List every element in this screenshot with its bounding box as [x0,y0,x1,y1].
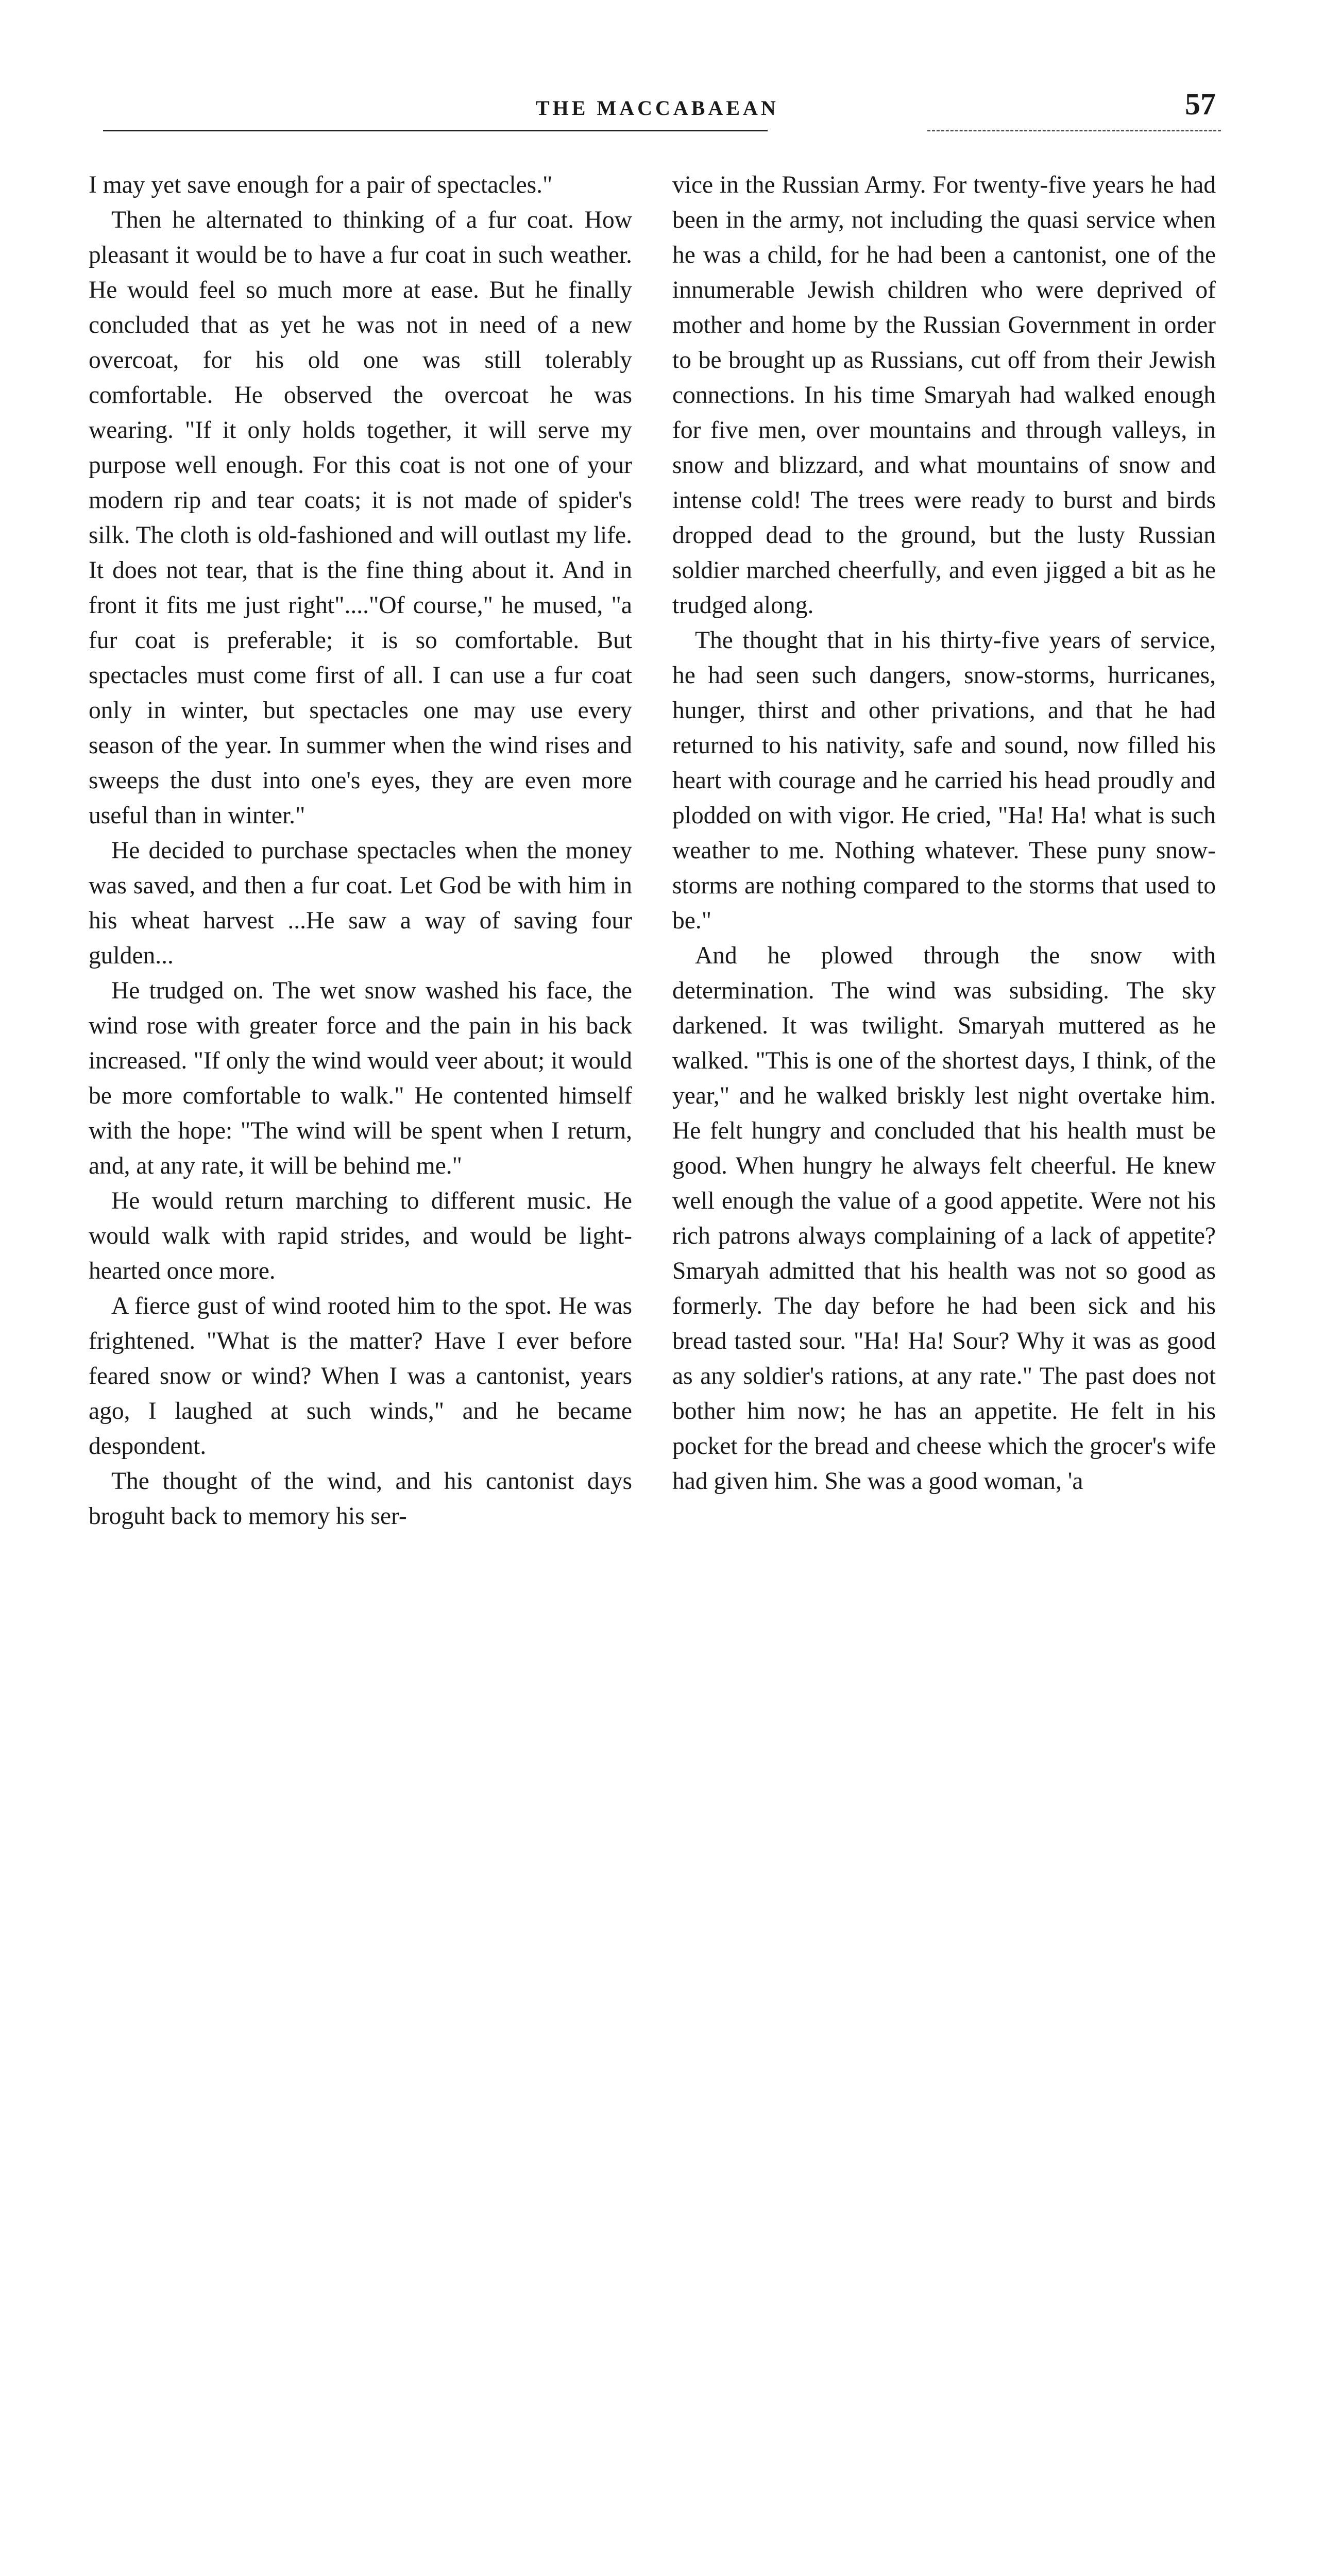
page-footer [0,1958,1324,2061]
paragraph: He trudged on. The wet snow washed his face, the wind rose with greater force and the pain in his back increased. "If only the wind would veer about; it would be more comfortable to walk." He contented himself with the hope: "The wind will be spent when I return, and, at any rate, it will be behind me." [89,977,632,1179]
right-column [672,167,1216,1499]
paragraph: I may yet save enough for a pair of spectacles." [89,172,553,198]
paragraph: And he plowed through the snow with determination. The wind was subsiding. The sky darkened. It was twilight. Smaryah muttered as he walked. "This is one of the shortest days, I think, of the year," and he walked briskly lest night overtake him. He felt hungry and concluded that his health must be good. When hungry he always felt cheerful. He knew well enough the value of a good appetite. Were not his rich patrons always complaining of a lack of appetite? Smaryah admitted that his health was not so good as formerly. The day before he had been sick and his bread tasted sour. "Ha! Ha! Sour? Why it was as good as any soldier's rations, at any rate." The past does not bother him now; he has an appetite. He felt in his pocket for the bread and cheese which the grocer's wife had given him. She was a good woman, 'a [672,942,1216,1495]
left-column [89,167,632,1534]
page-number: 57 [1185,87,1216,121]
paragraph: vice in the Russian Army. For twenty-five years he had been in the army, not including the quasi service when he was a child, for he had been a cantonist, one of the innumerable Jewish children who were deprived of mother and home by the Russian Government in order to be brought up as Russians, cut off from their Jewish connections. In his time Smaryah had walked enough for five men, over mountains and through valleys, in snow and blizzard, and what mountains of snow and intense cold! The trees were ready to burst and birds dropped dead to the ground, but the lusty Russian soldier marched cheerfully, and even jigged a bit as he trudged along. [672,172,1216,619]
paragraph: The thought that in his thirty-five years of service, he had seen such dangers, snow-storms, hurricanes, hunger, thirst and other privations, and that he had returned to his nativity, safe and sound, now filled his heart with courage and he carried his head proudly and plodded on with vigor. He cried, "Ha! Ha! what is such weather to me. Nothing whatever. These puny snow-storms are nothing compared to the storms that used to be." [672,627,1216,934]
header-rule-left [103,130,768,131]
journal-title: THE MACCABAEAN [536,96,779,120]
paragraph: A fierce gust of wind rooted him to the spot. He was frightened. "What is the matter? Have I ever before feared snow or wind? When I was a cantonist, years ago, I laughed at such winds," and he became despondent. [89,1293,632,1460]
paragraph: Then he alternated to thinking of a fur coat. How pleasant it would be to have a fur coat in such weather. He would feel so much more at ease. But he finally concluded that as yet he was not in need of a new overcoat, for his old one was still tolerably comfortable. He observed the overcoat he was wearing. "If it only holds together, it will serve my purpose well enough. For this coat is not one of your modern rip and tear coats; it is not made of spider's silk. The cloth is old-fashioned and will outlast my life. It does not tear, that is the fine thing about it. And in front it fits me just right"...."Of course," he mused, "a fur coat is preferable; it is so comfortable. But spectacles must come first of all. I can use a fur coat only in winter, but spectacles one may use every season of the year. In summer when the wind rises and sweeps the dust into one's eyes, they are even more useful than in winter." [89,207,632,829]
header-rule-right [927,130,1221,131]
page-header [0,0,1324,134]
paragraph: He decided to purchase spectacles when the money was saved, and then a fur coat. Let God be with him in his wheat harvest ...He saw a way of saving four gulden... [89,837,632,969]
paragraph: He would return marching to different music. He would walk with rapid strides, and would be light-hearted once more. [89,1188,632,1284]
paragraph: The thought of the wind, and his cantonist days broguht back to memory his ser- [89,1468,632,1530]
